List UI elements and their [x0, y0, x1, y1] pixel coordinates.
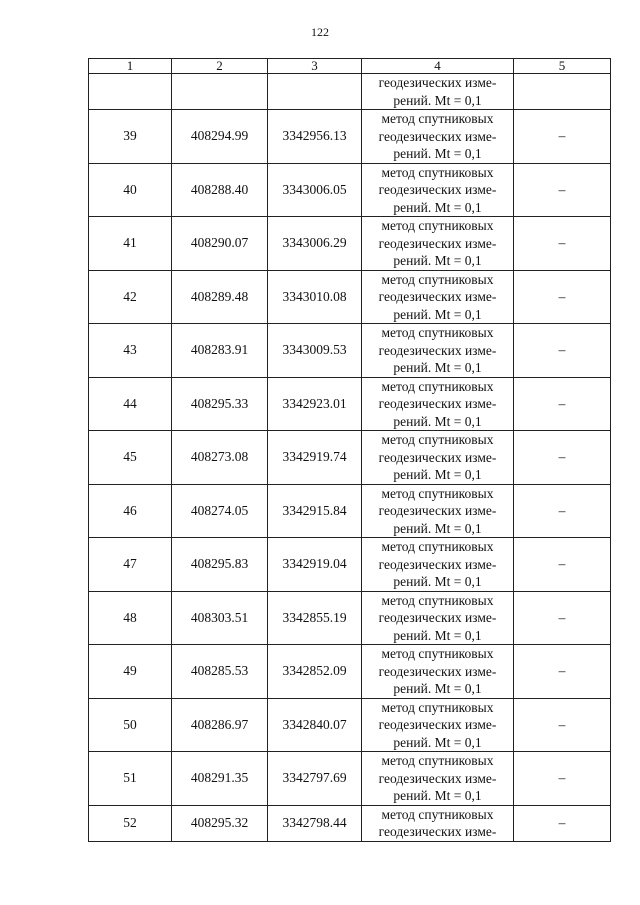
- column-header: 3: [268, 59, 362, 74]
- method-line: геодезических изме-: [378, 610, 497, 625]
- table-row: [89, 805, 611, 841]
- cell-y: 3342915.84: [268, 484, 362, 538]
- method-line: метод спутниковых: [381, 432, 494, 447]
- method-line: геодезических изме-: [378, 289, 497, 304]
- method-line: рений. Mt = 0,1: [393, 627, 482, 643]
- column-header: 4: [362, 59, 514, 74]
- cell-num: 45: [89, 431, 172, 485]
- method-line: рений. Mt = 0,1: [393, 788, 482, 803]
- cell-y: 3342923.01: [268, 377, 362, 431]
- method-line: геодезических изме-: [378, 449, 497, 465]
- coordinates-table: [88, 58, 611, 842]
- cell-note: –: [514, 538, 611, 592]
- method-line: метод спутниковых: [381, 592, 494, 608]
- cell-num: 44: [89, 377, 172, 431]
- cell-num: 41: [89, 217, 172, 271]
- method-line: геодезических изме-: [378, 503, 497, 518]
- cell-y: 3342956.13: [268, 110, 362, 164]
- cell-note: –: [514, 163, 611, 217]
- cell-x: [172, 74, 268, 110]
- cell-num: 49: [89, 645, 172, 699]
- cell-method: [362, 538, 514, 592]
- column-header: 1: [89, 59, 172, 74]
- cell-note: –: [514, 217, 611, 271]
- cell-note: –: [514, 698, 611, 752]
- method-line: геодезических изме-: [378, 182, 497, 197]
- cell-x: 408291.35: [172, 752, 268, 806]
- cell-num: 47: [89, 538, 172, 592]
- method-line: геодезических изме-: [378, 770, 497, 786]
- method-line: рений. Mt = 0,1: [393, 146, 482, 161]
- method-line: метод спутниковых: [381, 164, 494, 180]
- method-line: геодезических изме-: [378, 824, 497, 839]
- cell-note: –: [514, 591, 611, 645]
- cell-y: 3342840.07: [268, 698, 362, 752]
- cell-x: 408286.97: [172, 698, 268, 752]
- cell-note: –: [514, 752, 611, 806]
- method-line: метод спутниковых: [381, 646, 494, 661]
- cell-x: 408294.99: [172, 110, 268, 164]
- method-line: метод спутниковых: [381, 753, 494, 768]
- cell-note: –: [514, 110, 611, 164]
- cell-method: [362, 698, 514, 752]
- cell-method: [362, 591, 514, 645]
- method-line: рений. Mt = 0,1: [393, 306, 482, 322]
- table-row: [89, 698, 611, 752]
- continuation-row: [89, 74, 611, 110]
- cell-x: 408274.05: [172, 484, 268, 538]
- table-row: [89, 431, 611, 485]
- table-row: [89, 752, 611, 806]
- method-line: геодезических изме-: [378, 663, 497, 679]
- method-line: рений. Mt = 0,1: [393, 253, 482, 268]
- method-line: геодезических изме-: [378, 717, 497, 732]
- method-line: рений. Mt = 0,1: [393, 681, 482, 696]
- method-line: метод спутниковых: [381, 539, 494, 554]
- table-row: [89, 110, 611, 164]
- cell-y: 3343006.29: [268, 217, 362, 271]
- cell-method: [362, 377, 514, 431]
- method-line: геодезических изме-: [378, 128, 497, 144]
- cell-note: –: [514, 431, 611, 485]
- cell-y: [268, 74, 362, 110]
- cell-x: 408288.40: [172, 163, 268, 217]
- cell-x: 408285.53: [172, 645, 268, 699]
- cell-num: 48: [89, 591, 172, 645]
- method-line: метод спутниковых: [381, 271, 494, 287]
- table-row: [89, 163, 611, 217]
- cell-x: 408283.91: [172, 324, 268, 378]
- cell-x: 408295.83: [172, 538, 268, 592]
- cell-y: 3342797.69: [268, 752, 362, 806]
- cell-y: 3342855.19: [268, 591, 362, 645]
- cell-y: 3342919.74: [268, 431, 362, 485]
- cell-note: –: [514, 270, 611, 324]
- cell-note: –: [514, 377, 611, 431]
- cell-method: [362, 645, 514, 699]
- cell-method: [362, 324, 514, 378]
- cell-method: [362, 805, 514, 841]
- cell-method: [362, 163, 514, 217]
- method-line: рений. Mt = 0,1: [393, 92, 482, 108]
- cell-x: 408290.07: [172, 217, 268, 271]
- table-row: [89, 484, 611, 538]
- cell-x: 408289.48: [172, 270, 268, 324]
- cell-x: 408273.08: [172, 431, 268, 485]
- cell-y: 3343010.08: [268, 270, 362, 324]
- method-line: рений. Mt = 0,1: [393, 574, 482, 589]
- cell-note: –: [514, 645, 611, 699]
- method-line: метод спутниковых: [381, 806, 494, 822]
- method-line: геодезических изме-: [378, 75, 497, 90]
- column-header: 5: [514, 59, 611, 74]
- cell-y: 3343006.05: [268, 163, 362, 217]
- cell-num: 46: [89, 484, 172, 538]
- method-line: рений. Mt = 0,1: [393, 360, 482, 375]
- method-line: метод спутниковых: [381, 485, 494, 501]
- method-line: геодезических изме-: [378, 396, 497, 411]
- cell-method: [362, 270, 514, 324]
- cell-y: 3342919.04: [268, 538, 362, 592]
- cell-method: [362, 484, 514, 538]
- method-line: метод спутниковых: [381, 325, 494, 340]
- cell-method: [362, 752, 514, 806]
- table-row: [89, 377, 611, 431]
- method-line: геодезических изме-: [378, 556, 497, 572]
- cell-method: [362, 431, 514, 485]
- method-line: метод спутниковых: [381, 218, 494, 233]
- method-line: метод спутниковых: [381, 111, 494, 126]
- method-line: геодезических изме-: [378, 235, 497, 251]
- page-number: 122: [311, 25, 329, 39]
- cell-num: 52: [89, 805, 172, 841]
- header-row: [89, 59, 611, 74]
- method-line: рений. Mt = 0,1: [393, 467, 482, 482]
- cell-method: [362, 74, 514, 110]
- table-row: [89, 645, 611, 699]
- method-line: рений. Mt = 0,1: [393, 520, 482, 536]
- cell-x: 408303.51: [172, 591, 268, 645]
- method-line: метод спутниковых: [381, 699, 494, 715]
- cell-num: 42: [89, 270, 172, 324]
- cell-note: –: [514, 484, 611, 538]
- cell-x: 408295.32: [172, 805, 268, 841]
- cell-num: 51: [89, 752, 172, 806]
- cell-y: 3343009.53: [268, 324, 362, 378]
- cell-num: [89, 74, 172, 110]
- cell-x: 408295.33: [172, 377, 268, 431]
- cell-method: [362, 217, 514, 271]
- cell-num: 43: [89, 324, 172, 378]
- table-row: [89, 591, 611, 645]
- cell-note: –: [514, 324, 611, 378]
- table-row: [89, 270, 611, 324]
- method-line: рений. Mt = 0,1: [393, 734, 482, 750]
- method-line: рений. Mt = 0,1: [393, 413, 482, 429]
- table-row: [89, 538, 611, 592]
- table-row: [89, 217, 611, 271]
- method-line: геодезических изме-: [378, 342, 497, 358]
- cell-note: –: [514, 805, 611, 841]
- cell-method: [362, 110, 514, 164]
- column-header: 2: [172, 59, 268, 74]
- cell-num: 40: [89, 163, 172, 217]
- method-line: метод спутниковых: [381, 378, 494, 394]
- method-line: рений. Mt = 0,1: [393, 199, 482, 215]
- table-row: [89, 324, 611, 378]
- cell-num: 39: [89, 110, 172, 164]
- cell-num: 50: [89, 698, 172, 752]
- cell-note: [514, 74, 611, 110]
- cell-y: 3342798.44: [268, 805, 362, 841]
- cell-y: 3342852.09: [268, 645, 362, 699]
